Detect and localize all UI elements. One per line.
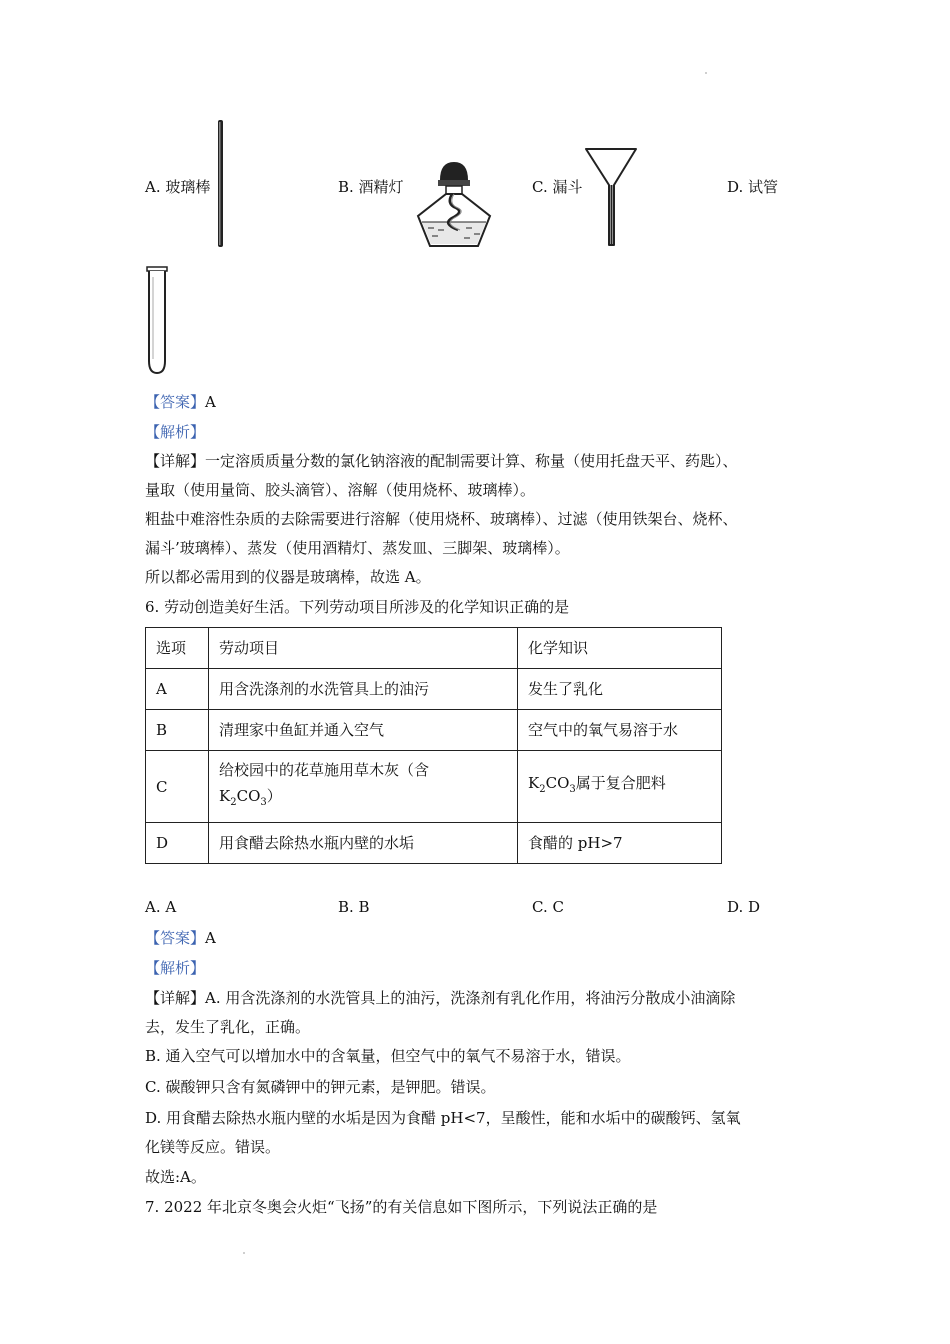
table-row: [146, 823, 722, 864]
q6-table: [145, 627, 722, 864]
table-header-cell: 选项: [146, 628, 209, 669]
funnel-image: [582, 145, 640, 249]
table-cell: 发生了乳化: [518, 669, 722, 710]
table-header-row: [146, 628, 722, 669]
q5-detail-line-5: 所以都必需用到的仪器是玻璃棒，故选 A。: [145, 568, 431, 586]
q6-detail-line-6: 化镁等反应。错误。: [145, 1138, 281, 1156]
page-mark: [243, 1252, 245, 1254]
table-cell: C: [146, 751, 209, 823]
alcohol-lamp-image: [406, 158, 502, 252]
table-cell: B: [146, 710, 209, 751]
q5-detail-line-3: 粗盐中难溶性杂质的去除需要进行溶解（使用烧杯、玻璃棒）、过滤（使用铁架台、烧杯、: [145, 510, 738, 528]
option-d-label: D. 试管: [727, 178, 779, 196]
q6-option-a: A. A: [145, 898, 177, 916]
q6-detail-line-2: 去，发生了乳化，正确。: [145, 1018, 311, 1036]
table-cell: 给校园中的花草施用草木灰（含 $K_2CO_3$）: [209, 751, 518, 823]
table-header-cell: 劳动项目: [209, 628, 518, 669]
table-row: [146, 669, 722, 710]
q5-answer: 【答案】A: [145, 393, 216, 411]
table-cell: 清理家中鱼缸并通入空气: [209, 710, 518, 751]
q6-option-b: B. B: [338, 898, 370, 916]
option-b-label: B. 酒精灯: [338, 178, 404, 196]
table-cell: 用食醋去除热水瓶内壁的水垢: [209, 823, 518, 864]
q6-stem: 6. 劳动创造美好生活。下列劳动项目所涉及的化学知识正确的是: [145, 598, 570, 616]
page-mark: [705, 72, 707, 74]
test-tube-image: [144, 265, 170, 377]
q7-stem: 7. 2022 年北京冬奥会火炬“飞扬”的有关信息如下图所示，下列说法正确的是: [145, 1198, 658, 1216]
table-cell: 食醋的 pH>7: [518, 823, 722, 864]
option-a-label: A. 玻璃棒: [145, 178, 211, 196]
q5-detail-line-1: 【详解】一定溶质质量分数的氯化钠溶液的配制需要计算、称量（使用托盘天平、药匙）、: [145, 452, 738, 470]
q5-analysis-heading: 【解析】: [145, 423, 206, 441]
q6-option-d: D. D: [727, 898, 761, 916]
q6-detail-line-1: 【详解】A. 用含洗涤剂的水洗管具上的油污，洗涤剂有乳化作用，将油污分散成小油滴除: [145, 989, 736, 1007]
table-header-cell: 化学知识: [518, 628, 722, 669]
q6-detail-line-4: C. 碳酸钾只含有氮磷钾中的钾元素，是钾肥。错误。: [145, 1078, 496, 1096]
table-cell: 用含洗涤剂的水洗管具上的油污: [209, 669, 518, 710]
q6-detail-line-3: B. 通入空气可以增加水中的含氧量，但空气中的氧气不易溶于水，错误。: [145, 1047, 631, 1065]
q6-detail-line-7: 故选:A。: [145, 1168, 206, 1186]
glass-rod-image: [214, 118, 228, 250]
q6-analysis-heading: 【解析】: [145, 959, 206, 977]
table-cell: $K_2CO_3$属于复合肥料: [518, 751, 722, 823]
table-cell: A: [146, 669, 209, 710]
q6-answer: 【答案】A: [145, 929, 216, 947]
q5-detail-line-4: 漏斗’玻璃棒）、蒸发（使用酒精灯、蒸发皿、三脚架、玻璃棒）。: [145, 539, 570, 557]
table-cell: 空气中的氧气易溶于水: [518, 710, 722, 751]
q5-detail-line-2: 量取（使用量筒、胶头滴管）、溶解（使用烧杯、玻璃棒）。: [145, 481, 536, 499]
option-c-label: C. 漏斗: [532, 178, 583, 196]
q6-detail-line-5: D. 用食醋去除热水瓶内壁的水垢是因为食醋 pH<7，呈酸性，能和水垢中的碳酸钙、氢氧: [145, 1109, 741, 1127]
table-row: [146, 751, 722, 823]
q6-option-c: C. C: [532, 898, 564, 916]
table-row: [146, 710, 722, 751]
table-cell: D: [146, 823, 209, 864]
